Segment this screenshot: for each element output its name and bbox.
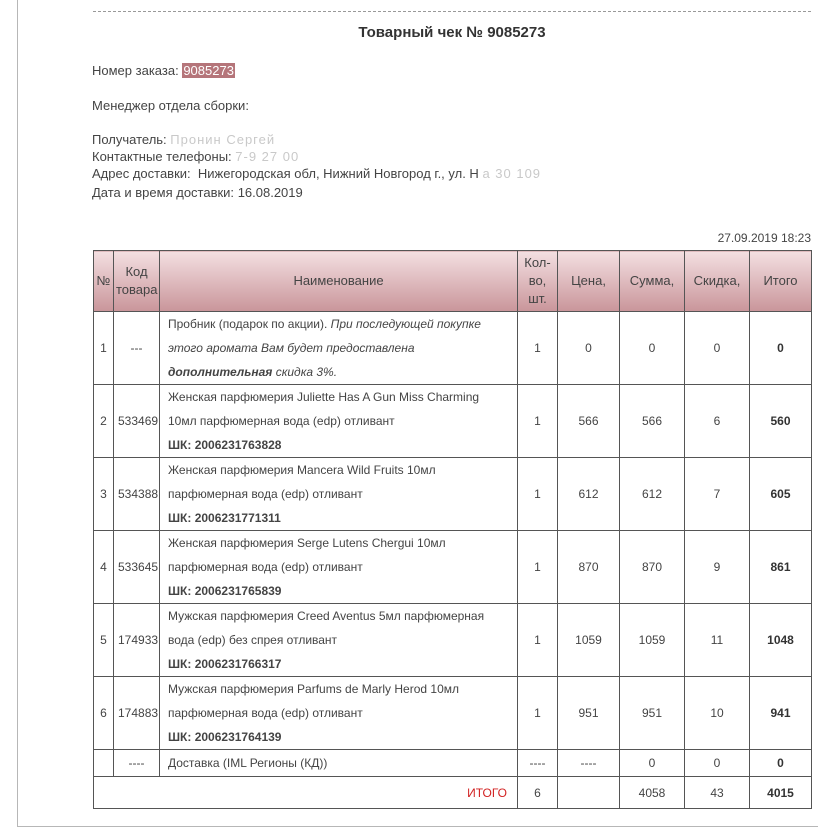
cell-total: 605 <box>750 458 812 531</box>
cell-num: 4 <box>94 531 114 604</box>
cell-name <box>160 458 518 531</box>
cell-total: 560 <box>750 385 812 458</box>
summary-label: ИТОГО <box>160 777 518 809</box>
table-row <box>94 458 812 531</box>
cell-price: 1059 <box>558 604 620 677</box>
table-row <box>94 385 812 458</box>
cell-total: 0 <box>750 312 812 385</box>
cell-num: 3 <box>94 458 114 531</box>
cell-price: 612 <box>558 458 620 531</box>
summary-qty: 6 <box>518 777 558 809</box>
cell-code: 533469 <box>114 385 160 458</box>
cell-total: 1048 <box>750 604 812 677</box>
cell-code: ---- <box>114 750 160 777</box>
table-row-gift <box>94 312 812 385</box>
cell-name: Доставка (IML Регионы (КД)) <box>160 750 518 777</box>
cell-sum: 870 <box>620 531 685 604</box>
header-sum: Сумма, <box>620 251 685 312</box>
table-row-delivery <box>94 750 812 777</box>
cell-qty: 1 <box>518 385 558 458</box>
recipient-line <box>92 132 275 147</box>
cell-code: 534388 <box>114 458 160 531</box>
product-name: Женская парфюмерия Serge Lutens Chergui 10мл парфюмерная вода (edp) отливант <box>168 536 446 574</box>
delivery-date-value: 16.08.2019 <box>237 185 303 200</box>
summary-price <box>558 777 620 809</box>
header-price: Цена, <box>558 251 620 312</box>
summary-sum: 4058 <box>620 777 685 809</box>
cell-discount: 9 <box>685 531 750 604</box>
table-header-row <box>94 251 812 312</box>
gift-name-plain: Пробник (подарок по акции). <box>168 317 328 331</box>
cell-num <box>94 750 114 777</box>
phones-line <box>92 149 299 164</box>
product-name: Женская парфюмерия Mancera Wild Fruits 10мл парфюмерная вода (edp) отливант <box>168 463 436 501</box>
cell-discount: 6 <box>685 385 750 458</box>
manager-line: Менеджер отдела сборки: <box>92 98 249 113</box>
address-value: Нижегородская обл, Нижний Новгород г., ул. Н <box>197 166 479 181</box>
cell-sum: 0 <box>620 312 685 385</box>
cell-sum: 0 <box>620 750 685 777</box>
cell-num: 5 <box>94 604 114 677</box>
gift-name-italic: При последующей покупке этого аромата Вам будет предоставлена <box>168 317 481 355</box>
header-num: № <box>94 251 114 312</box>
cell-sum: 1059 <box>620 604 685 677</box>
product-name: Мужская парфюмерия Creed Aventus 5мл парфюмерная вода (edp) без спрея отливант <box>168 609 485 647</box>
cell-price: 0 <box>558 312 620 385</box>
address-hidden: а 30 109 <box>482 166 542 181</box>
cell-name <box>160 677 518 750</box>
product-barcode: ШК: 2006231763828 <box>168 438 282 452</box>
product-barcode: ШК: 2006231771311 <box>168 511 281 525</box>
cell-qty: 1 <box>518 677 558 750</box>
items-table <box>93 250 812 809</box>
delivery-date-line <box>92 185 303 200</box>
summary-discount: 43 <box>685 777 750 809</box>
cell-name <box>160 531 518 604</box>
order-number-line <box>92 63 235 78</box>
table-row <box>94 677 812 750</box>
product-name: Мужская парфюмерия Parfums de Marly Herod 10мл парфюмерная вода (edp) отливант <box>168 682 460 720</box>
address-label: Адрес доставки: <box>92 166 191 181</box>
cell-discount: 0 <box>685 312 750 385</box>
product-barcode: ШК: 2006231764139 <box>168 730 282 744</box>
cell-code: 533645 <box>114 531 160 604</box>
cell-price: 870 <box>558 531 620 604</box>
recipient-value: Пронин Сергей <box>170 132 276 147</box>
cell-name <box>160 312 518 385</box>
header-total: Итого <box>750 251 812 312</box>
cell-num: 6 <box>94 677 114 750</box>
receipt-title: Товарный чек № 9085273 <box>358 24 546 41</box>
printed-datetime: 27.09.2019 18:23 <box>717 231 811 245</box>
phones-value: 7-9 27 00 <box>235 149 300 164</box>
header-discount: Скидка, <box>685 251 750 312</box>
cell-sum: 612 <box>620 458 685 531</box>
gift-name-bold: дополнительная <box>168 365 273 379</box>
cell-name <box>160 604 518 677</box>
cell-code: 174883 <box>114 677 160 750</box>
cell-code: --- <box>114 312 160 385</box>
cell-qty: 1 <box>518 604 558 677</box>
cell-name <box>160 385 518 458</box>
product-barcode: ШК: 2006231765839 <box>168 584 282 598</box>
recipient-label: Получатель: <box>92 132 167 147</box>
cell-total: 0 <box>750 750 812 777</box>
cell-qty: 1 <box>518 458 558 531</box>
gift-name-italic-end: скидка 3%. <box>275 365 338 379</box>
cell-num: 2 <box>94 385 114 458</box>
cell-total: 941 <box>750 677 812 750</box>
cell-num: 1 <box>94 312 114 385</box>
cell-qty: 1 <box>518 312 558 385</box>
address-line <box>92 166 541 181</box>
header-name: Наименование <box>160 251 518 312</box>
cell-price: 566 <box>558 385 620 458</box>
cell-discount: 10 <box>685 677 750 750</box>
cell-discount: 7 <box>685 458 750 531</box>
cell-code: 174933 <box>114 604 160 677</box>
cell-sum: 566 <box>620 385 685 458</box>
cell-discount: 11 <box>685 604 750 677</box>
order-number-label: Номер заказа: <box>92 63 179 78</box>
cell-sum: 951 <box>620 677 685 750</box>
order-number-value[interactable]: 9085273 <box>183 63 234 78</box>
cell-qty: ---- <box>518 750 558 777</box>
cell-discount: 0 <box>685 750 750 777</box>
cell-total: 861 <box>750 531 812 604</box>
cell-price: 951 <box>558 677 620 750</box>
phones-label: Контактные телефоны: <box>92 149 232 164</box>
header-qty: Кол-во, шт. <box>518 251 558 312</box>
product-name: Женская парфюмерия Juliette Has A Gun Miss Charming 10мл парфюмерная вода (edp) отливант <box>168 390 480 428</box>
cell-price: ---- <box>558 750 620 777</box>
table-row <box>94 531 812 604</box>
product-barcode: ШК: 2006231766317 <box>168 657 282 671</box>
table-row-summary <box>94 777 812 809</box>
top-dashed-divider <box>93 11 811 12</box>
delivery-date-label: Дата и время доставки: <box>92 185 235 200</box>
cell-qty: 1 <box>518 531 558 604</box>
header-code: Код товара <box>114 251 160 312</box>
summary-total: 4015 <box>750 777 812 809</box>
table-row <box>94 604 812 677</box>
